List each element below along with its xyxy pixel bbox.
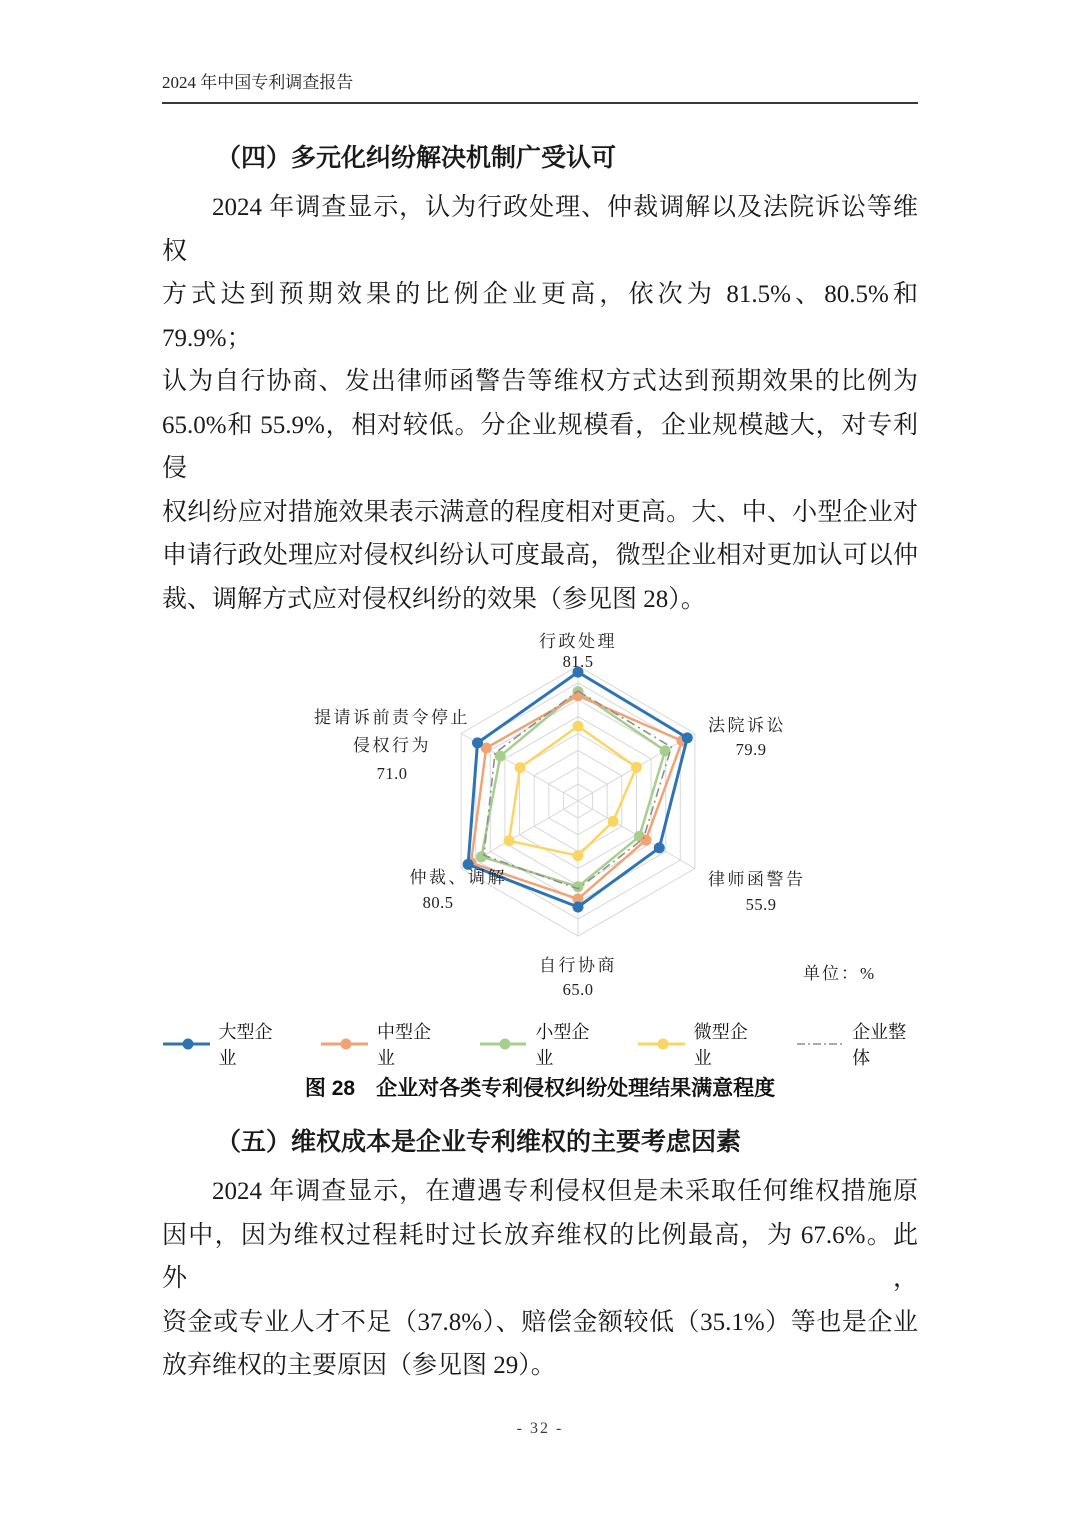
- radar-axis-value: 71.0: [376, 764, 408, 783]
- section-5-heading: （五）维权成本是企业专利维权的主要考虑因素: [216, 1129, 742, 1156]
- radar-data-point: [682, 732, 693, 743]
- radar-axis-label: 行政处理: [539, 632, 617, 651]
- legend-marker-icon: [637, 1037, 685, 1051]
- radar-data-point: [608, 816, 619, 827]
- radar-axis-label: 侵权行为: [353, 736, 431, 755]
- chart-unit-label: 单位：%: [803, 964, 877, 983]
- paragraph-line: 65.0%和 55.9%，相对较低。分企业规模看，企业规模越大，对专利侵: [162, 411, 918, 482]
- page-content: [162, 130, 918, 1388]
- figure-28-chart: [162, 629, 918, 1102]
- legend-label: 小型企业: [535, 1022, 590, 1068]
- radar-axis-label: 自行协商: [539, 956, 617, 975]
- chart-legend: [162, 1022, 918, 1068]
- paragraph-line: 权纠纷应对措施效果表示满意的程度相对更高。大、中、小型企业对: [162, 498, 918, 526]
- radar-axis-label: 仲裁、调解: [409, 868, 507, 887]
- legend-item: [162, 1018, 284, 1070]
- radar-data-point: [472, 737, 483, 748]
- legend-marker-icon: [796, 1037, 844, 1051]
- radar-axis-value: 79.9: [735, 740, 767, 759]
- legend-dot: [182, 1039, 193, 1050]
- legend-marker-icon: [162, 1037, 210, 1051]
- paragraph-line: 2024 年调查显示，认为行政处理、仲裁调解以及法院诉讼等维权: [162, 194, 918, 265]
- legend-item: [637, 1018, 759, 1070]
- legend-label: 企业整体: [852, 1022, 907, 1068]
- legend-label: 大型企业: [218, 1022, 273, 1068]
- radar-axis-label: 提请诉前责令停止: [314, 708, 470, 727]
- legend-label: 中型企业: [376, 1022, 431, 1068]
- legend-label: 微型企业: [693, 1022, 748, 1068]
- radar-axis-value: 81.5: [562, 652, 594, 671]
- legend-marker-icon: [479, 1037, 527, 1051]
- radar-data-point: [495, 751, 506, 762]
- legend-item: [479, 1018, 601, 1070]
- radar-axis-value: 55.9: [745, 895, 777, 914]
- paragraph-line: 裁、调解方式应对侵权纠纷的效果（参见图 28）。: [162, 585, 706, 613]
- radar-data-point: [640, 835, 651, 846]
- radar-chart: [162, 629, 918, 1017]
- page-number: - 32 -: [516, 1420, 564, 1437]
- legend-item: [796, 1018, 918, 1070]
- paragraph-line: 放弃维权的主要原因（参见图 29）。: [162, 1352, 556, 1379]
- figure-28-caption: 图 28 企业对各类专利侵权纠纷处理结果满意程度: [304, 1077, 776, 1100]
- radar-data-point: [504, 835, 515, 846]
- paragraph-line: 因中，因为维权过程耗时过长放弃维权的比例最高，为 67.6%。此外，: [162, 1221, 918, 1292]
- legend-dot: [658, 1039, 669, 1050]
- page-header: [162, 68, 918, 104]
- legend-dot: [499, 1039, 510, 1050]
- paragraph-line: 方式达到预期效果的比例企业更高，依次为 81.5%、80.5%和 79.9%；: [162, 281, 918, 352]
- paragraph-line: 认为自行协商、发出律师函警告等维权方式达到预期效果的比例为: [162, 368, 918, 395]
- radar-data-point: [515, 762, 526, 773]
- radar-data-point: [573, 850, 584, 861]
- section-5-paragraph: [162, 1170, 918, 1388]
- paragraph-line: 2024 年调查显示，在遭遇专利侵权但是未采取任何维权措施原: [212, 1178, 918, 1205]
- legend-item: [320, 1018, 442, 1070]
- radar-axis-label: 法院诉讼: [708, 716, 786, 735]
- report-title: 2024 年中国专利调查报告: [162, 73, 354, 92]
- radar-data-point: [654, 842, 665, 853]
- radar-axis-label: 律师函警告: [708, 870, 806, 889]
- radar-axis-value: 65.0: [562, 980, 594, 999]
- radar-data-point: [573, 721, 584, 732]
- radar-axis-value: 80.5: [422, 893, 454, 912]
- radar-data-point: [476, 851, 487, 862]
- paragraph-line: 申请行政处理应对侵权纠纷认可度最高，微型企业相对更加认可以仲: [162, 542, 918, 569]
- legend-marker-icon: [320, 1037, 368, 1051]
- radar-data-point: [573, 902, 584, 913]
- legend-dot: [341, 1039, 352, 1050]
- section-4-paragraph: [162, 186, 918, 621]
- radar-data-point: [631, 762, 642, 773]
- paragraph-line: 资金或专业人才不足（37.8%）、赔偿金额较低（35.1%）等也是企业: [162, 1308, 918, 1336]
- section-4-heading: （四）多元化纠纷解决机制广受认可: [216, 145, 617, 172]
